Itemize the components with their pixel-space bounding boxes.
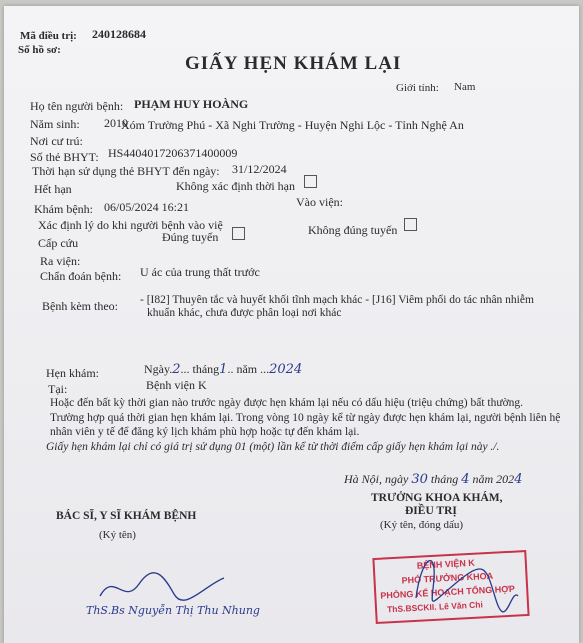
chan-doan-value: U ác của trung thất trước (140, 265, 260, 279)
tai-label: Tại: (48, 382, 68, 396)
so-bhyt-value: HS4404017206371400009 (108, 146, 238, 160)
sign-day: 30 (411, 472, 428, 487)
benh-kem-theo-line2: khuẩn khác, chưa được phân loại nơi khác (147, 307, 342, 319)
khong-xac-dinh-label: Không xác định thời hạn (176, 179, 295, 193)
ho-ten-value: PHẠM HUY HOÀNG (134, 97, 249, 111)
noi-cu-tru-label: Nơi cư trú: (30, 134, 83, 148)
note-line3: nhân viên y tế để đăng ký lịch khám phù hợp hoặc tự đến khám lại. (50, 426, 360, 438)
xac-dinh-ly-do-label: Xác định lý do khi người bệnh vào việ (38, 218, 223, 232)
nam-value: 2024 (269, 362, 303, 377)
place-date-prefix: Hà Nội, ngày (344, 472, 409, 486)
ngay-label: Ngày (144, 362, 170, 376)
khong-dung-tuyen-label: Không đúng tuyến (308, 223, 398, 237)
cap-cuu-label: Cấp cứu (38, 236, 79, 250)
so-bhyt-label: Số thẻ BHYT: (30, 150, 99, 164)
sign-nam-label: năm 202 (472, 472, 515, 486)
page-title: GIẤY HẸN KHÁM LẠI (185, 53, 402, 74)
noi-cu-tru-value: Xóm Trường Phú - Xã Nghi Trường - Huyện Nghi Lộc - Tỉnh Nghệ An (121, 118, 464, 132)
hen-kham-label: Hẹn khám: (46, 366, 99, 380)
ho-ten-label: Họ tên người bệnh: (30, 99, 124, 113)
sign-thang-label: tháng (430, 472, 459, 486)
ma-dieu-tri-label: Mã điều trị: (20, 30, 77, 42)
note-line4: Giấy hẹn khám lại chỉ có giá trị sử dụng 01 (một) lần kể từ thời điểm cấp giấy hẹn khám lại này ./. (46, 441, 500, 453)
het-han-label: Hết hạn (34, 182, 72, 196)
tai-value: Bệnh viện K (146, 378, 207, 392)
nam-label: năm (236, 362, 258, 376)
benh-kem-theo-label: Bệnh kèm theo: (42, 299, 118, 313)
note-line2: Trường hợp quá thời gian hẹn khám lại. Trong vòng 10 ngày kể từ ngày được hẹn khám lại, người bệnh liên hệ (50, 412, 561, 424)
truong-khoa-line1: TRƯỞNG KHOA KHÁM, (371, 492, 503, 504)
sign-month: 4 (461, 472, 470, 487)
bac-si-title: BÁC SĨ, Y SĨ KHÁM BỆNH (56, 510, 197, 522)
kham-benh-label: Khám bệnh: (34, 202, 93, 216)
hen-kham-date: Ngày.2... tháng1.. năm ...2024 (144, 362, 303, 377)
truong-khoa-sub: (Ký tên, đóng dấu) (380, 519, 464, 531)
kham-benh-value: 06/05/2024 16:21 (104, 200, 190, 214)
stamp-line2: PHÓ TRƯỞNG KHOA (401, 570, 494, 586)
khong-dung-tuyen-checkbox[interactable] (404, 218, 417, 231)
bac-si-sub: (Ký tên) (99, 529, 136, 541)
dung-tuyen-label: Đúng tuyến (162, 230, 219, 244)
nam-sinh-value: 2010 (104, 116, 128, 130)
thoi-han-label: Thời hạn sử dụng thẻ BHYT đến ngày: (32, 164, 220, 178)
nam-sinh-label: Năm sinh: (30, 117, 80, 131)
stamp-line3: PHÒNG KẾ HOẠCH TỔNG HỢP (380, 583, 516, 601)
ma-dieu-tri-value: 240128684 (92, 27, 146, 41)
vao-vien-label: Vào viện: (296, 195, 343, 209)
benh-kem-theo-line1: - [I82] Thuyên tắc và huyết khối tĩnh mạch khác - [J16] Viêm phổi do tác nhân nhiễm (140, 294, 534, 306)
stamp-line1: BỆNH VIỆN K (416, 557, 476, 571)
gioi-tinh-value: Nam (454, 81, 476, 93)
ngay-value: 2 (172, 362, 181, 377)
dung-tuyen-checkbox[interactable] (232, 227, 245, 240)
chan-doan-label: Chẩn đoán bệnh: (40, 269, 122, 283)
note-line1: Hoặc đến bất kỳ thời gian nào trước ngày được hẹn khám lại nếu có dấu hiệu (triệu chứng) bất thường. (50, 397, 524, 409)
thoi-han-value: 31/12/2024 (232, 162, 287, 176)
gioi-tinh-label: Giới tính: (396, 82, 439, 94)
place-date (344, 472, 522, 487)
bac-si-name: ThS.Bs Nguyễn Thị Thu Nhung (86, 604, 260, 617)
truong-khoa-line2: ĐIỀU TRỊ (405, 505, 457, 517)
thang-label: tháng (192, 362, 220, 376)
head-signature-scribble (396, 538, 526, 618)
ra-vien-label: Ra viện: (40, 254, 81, 268)
appointment-paper (4, 6, 579, 643)
thang-value: 1 (219, 362, 228, 377)
khong-xac-dinh-checkbox[interactable] (304, 175, 317, 188)
sign-year: 4 (514, 472, 523, 487)
so-ho-so-label: Số hồ sơ: (18, 44, 61, 56)
stamp-line4: ThS.BSCKII. Lê Văn Chi (386, 599, 484, 615)
